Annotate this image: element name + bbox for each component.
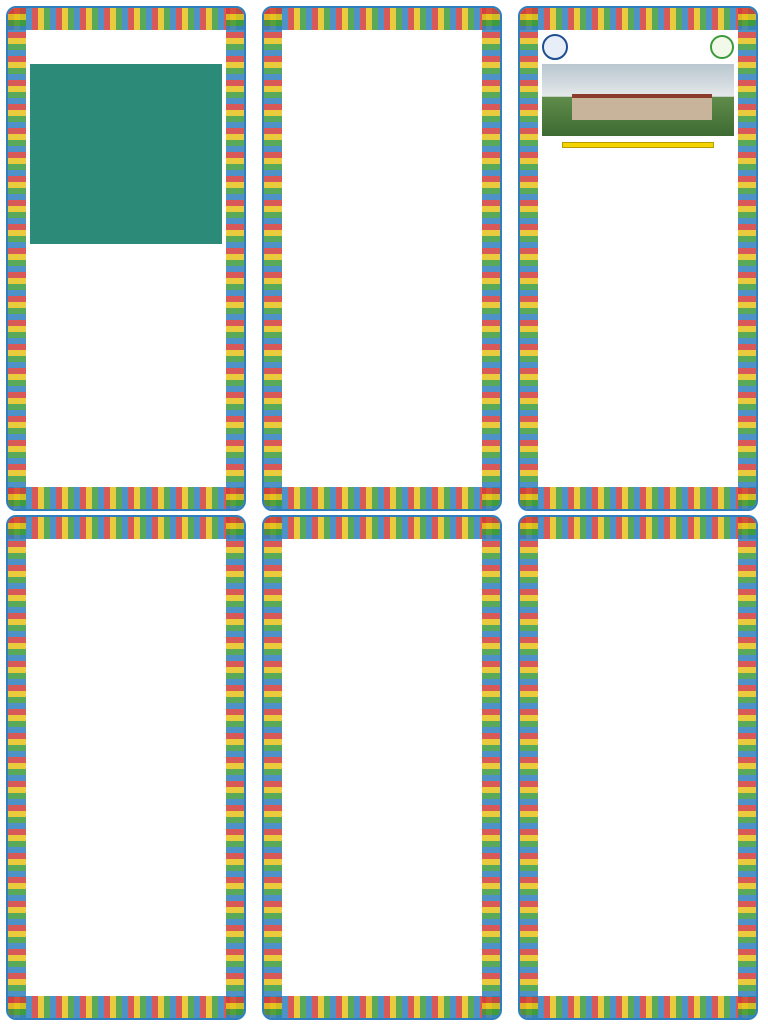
col-types bbox=[286, 559, 380, 561]
col-amount bbox=[380, 559, 430, 561]
panel-student-assessment bbox=[6, 6, 246, 511]
panel-textbooks bbox=[518, 515, 758, 1020]
deped-seal-icon bbox=[542, 34, 568, 60]
needs-label bbox=[684, 581, 724, 583]
panel-awards bbox=[262, 6, 502, 511]
report-card-banner bbox=[562, 142, 714, 148]
panel-inset bbox=[262, 515, 502, 1020]
actual-label bbox=[644, 581, 684, 583]
panel-school-profile bbox=[6, 515, 246, 1020]
school-photo bbox=[542, 64, 734, 136]
col-source bbox=[430, 559, 478, 561]
panel-report-card bbox=[518, 6, 758, 511]
chalkboard-image bbox=[30, 64, 222, 244]
personnel-chart bbox=[26, 549, 226, 681]
school-seal-icon bbox=[710, 35, 734, 59]
